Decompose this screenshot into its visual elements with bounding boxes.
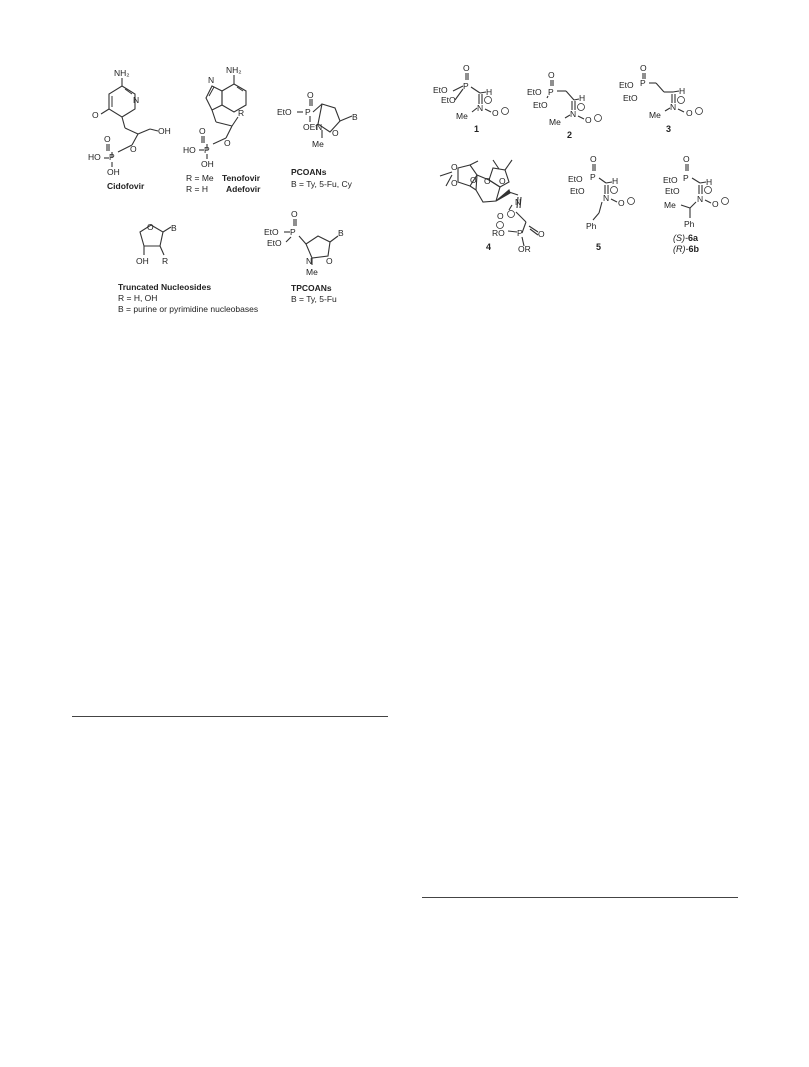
c5-h: H xyxy=(612,176,619,186)
c1-h: H xyxy=(486,87,493,97)
tenofovir-r-me: R = Me xyxy=(186,173,214,183)
truncated-b-line: B = purine or pyrimidine nucleobases xyxy=(118,304,259,314)
truncated-o: O xyxy=(147,222,154,232)
c4-label: 4 xyxy=(486,242,492,252)
c6-n: N xyxy=(697,194,704,204)
tenofovir-r: R xyxy=(238,108,245,118)
c4-o2: O xyxy=(451,178,458,188)
c1-p: P xyxy=(463,81,469,91)
tenofovir-o-dbl: O xyxy=(199,126,206,136)
c3-n: N xyxy=(670,102,677,112)
pcoans-sub: B = Ty, 5-Fu, Cy xyxy=(291,179,352,189)
truncated-r: R xyxy=(162,256,169,266)
c3-eto2: EtO xyxy=(623,93,638,103)
tenofovir-oh: OH xyxy=(201,159,214,169)
c2-eto1: EtO xyxy=(527,87,542,97)
c3-o: O xyxy=(640,63,647,73)
truncated-b: B xyxy=(171,223,177,233)
c4-o3: O xyxy=(484,176,491,186)
truncated-caption: Truncated Nucleosides xyxy=(118,282,212,292)
tenofovir-p: P xyxy=(204,145,210,155)
c1-label: 1 xyxy=(474,124,480,134)
c3-me: Me xyxy=(649,110,661,120)
pcoans-oet: OEt xyxy=(303,122,318,132)
c5-o: O xyxy=(590,154,597,164)
tenofovir-structure xyxy=(183,65,261,194)
compound-3 xyxy=(619,63,703,134)
tenofovir-nh2: NH₂ xyxy=(226,65,242,75)
c3-label: 3 xyxy=(666,124,672,134)
footnote-rule-right xyxy=(422,897,738,898)
c6-h: H xyxy=(706,177,713,187)
c1-o-minus: O xyxy=(492,108,499,118)
pcoans-o-ring: O xyxy=(332,128,339,138)
c4-o-minus: O xyxy=(497,211,504,221)
truncated-structure xyxy=(118,222,258,314)
c6-label-a: (S)-6a xyxy=(673,233,699,243)
c6-ph: Ph xyxy=(684,219,695,229)
c4-o4: O xyxy=(499,176,506,186)
tenofovir-caption: Tenofovir xyxy=(222,173,261,183)
tpcoans-n: N xyxy=(306,256,313,266)
c5-o-minus: O xyxy=(618,198,625,208)
c2-o: O xyxy=(548,70,555,80)
adefovir-caption: Adefovir xyxy=(226,184,261,194)
c6-label-b: (R)-6b xyxy=(673,244,700,254)
tpcoans-eto2: EtO xyxy=(267,238,282,248)
pcoans-b: B xyxy=(352,112,358,122)
c2-n: N xyxy=(570,109,577,119)
tenofovir-ho: HO xyxy=(183,145,196,155)
cidofovir-p: P xyxy=(109,152,115,162)
truncated-oh: OH xyxy=(136,256,149,266)
tenofovir-n: N xyxy=(208,75,215,85)
cidofovir-caption: Cidofovir xyxy=(107,181,145,191)
compound-2 xyxy=(527,70,602,140)
c6-o: O xyxy=(683,154,690,164)
c2-p: P xyxy=(548,87,554,97)
tpcoans-me: Me xyxy=(306,267,318,277)
c5-eto1: EtO xyxy=(568,174,583,184)
tpcoans-structure xyxy=(264,209,344,304)
c2-o-minus: O xyxy=(585,115,592,125)
c1-eto2: EtO xyxy=(441,95,456,105)
cidofovir-ho: HO xyxy=(88,152,101,162)
adefovir-r-h: R = H xyxy=(186,184,208,194)
pcoans-n: N xyxy=(316,122,323,132)
pcoans-o: O xyxy=(307,90,314,100)
c5-n: N xyxy=(603,193,610,203)
tpcoans-b: B xyxy=(338,228,344,238)
pcoans-structure xyxy=(277,90,358,189)
c1-o: O xyxy=(463,63,470,73)
cidofovir-structure xyxy=(88,68,171,191)
tpcoans-p: P xyxy=(290,227,296,237)
c5-ph: Ph xyxy=(586,221,597,231)
compound-1 xyxy=(433,63,509,134)
tpcoans-caption: TPCOANs xyxy=(291,283,332,293)
cidofovir-oh-side: OH xyxy=(158,126,171,136)
c6-o-minus: O xyxy=(712,199,719,209)
cidofovir-nh2: NH₂ xyxy=(114,68,130,78)
c4-ro: RO xyxy=(492,228,505,238)
c6-me: Me xyxy=(664,200,676,210)
c1-me: Me xyxy=(456,111,468,121)
c3-p: P xyxy=(640,78,646,88)
cidofovir-oh-low: OH xyxy=(107,167,120,177)
c1-eto1: EtO xyxy=(433,85,448,95)
c6-eto2: EtO xyxy=(665,186,680,196)
compound-6 xyxy=(663,154,729,254)
c5-p: P xyxy=(590,172,596,182)
tpcoans-o-ring: O xyxy=(326,256,333,266)
c5-label: 5 xyxy=(596,242,602,252)
c4-o1: O xyxy=(451,162,458,172)
c4-or: OR xyxy=(518,244,531,254)
c4-o5: O xyxy=(470,175,477,185)
pcoans-eto: EtO xyxy=(277,107,292,117)
c6-p: P xyxy=(683,173,689,183)
truncated-r-line: R = H, OH xyxy=(118,293,158,303)
pcoans-caption: PCOANs xyxy=(291,167,327,177)
cidofovir-n: N xyxy=(133,95,140,105)
tpcoans-sub: B = Ty, 5-Fu xyxy=(291,294,337,304)
c3-h: H xyxy=(679,86,686,96)
c5-eto2: EtO xyxy=(570,186,585,196)
c2-me: Me xyxy=(549,117,561,127)
c4-p: P xyxy=(517,228,523,238)
tenofovir-o-ether: O xyxy=(224,138,231,148)
footnote-rule-left xyxy=(72,716,388,717)
c4-o-dbl: O xyxy=(538,229,545,239)
pcoans-p: P xyxy=(305,107,311,117)
c3-o-minus: O xyxy=(686,108,693,118)
c2-label: 2 xyxy=(567,130,573,140)
c1-n: N xyxy=(477,103,484,113)
cidofovir-o-ether: O xyxy=(130,144,137,154)
tpcoans-eto1: EtO xyxy=(264,227,279,237)
tpcoans-o: O xyxy=(291,209,298,219)
c2-eto2: EtO xyxy=(533,100,548,110)
cidofovir-o-dbl: O xyxy=(104,134,111,144)
compound-5 xyxy=(568,154,635,252)
c2-h: H xyxy=(579,93,586,103)
compound-4 xyxy=(440,160,545,254)
cidofovir-o-carbonyl: O xyxy=(92,110,99,120)
pcoans-me: Me xyxy=(312,139,324,149)
c4-n: N xyxy=(515,197,522,207)
c6-eto1: EtO xyxy=(663,175,678,185)
c3-eto1: EtO xyxy=(619,80,634,90)
